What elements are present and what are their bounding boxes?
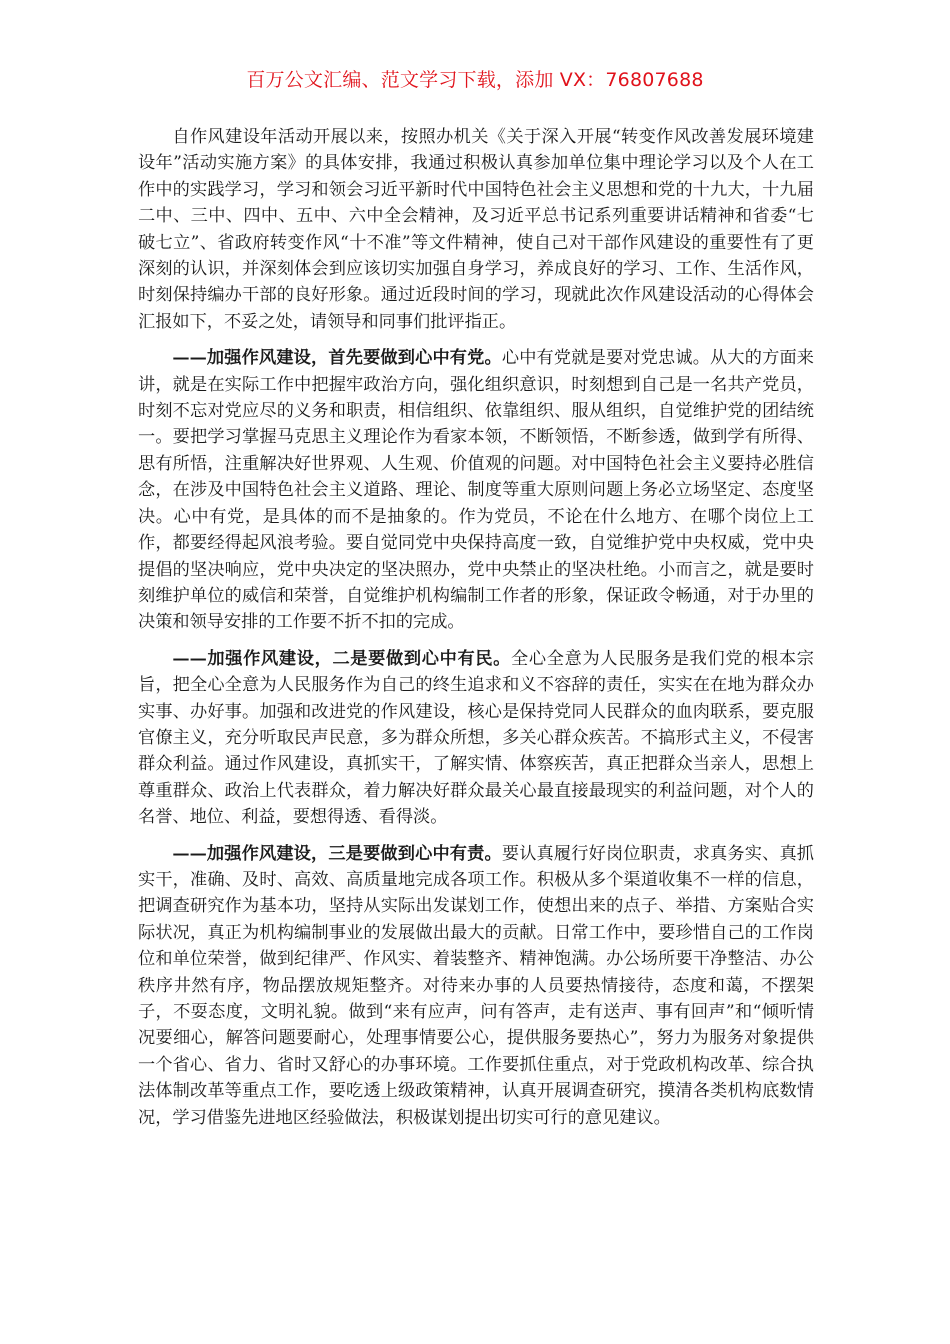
section-paragraph-2 — [138, 646, 814, 831]
section-text-2: 全心全意为人民服务是我们党的根本宗旨，把全心全意为人民服务作为自己的终生追求和义不容辞的责任，实实在在地为群众办实事、办好事。加强和改进党的作风建设，核心是保持党同人民群众的血肉联系，要克服官僚主义，充分听取民声民意，多为群众所想，多关心群众疾苦。不搞形式主义，不侵害群众利益。通过作风建设，真抓实干，了解实情、体察疾苦，真正把群众当亲人，思想上尊重群众、政治上代表群众，着力解决好群众最关心最直接最现实的利益问题，对个人的名誉、地位、利益，要想得透、看得淡。 — [138, 648, 814, 828]
section-heading-3: ——加强作风建设，三是要做到心中有责。 — [172, 843, 502, 864]
intro-paragraph: 自作风建设年活动开展以来，按照办机关《关于深入开展“转变作风改善发展环境建设年”活动实施方案》的具体安排，我通过积极认真参加单位集中理论学习以及个人在工作中的实践学习，学习和领会习近平新时代中国特色社会主义思想和党的十九大，十九届二中、三中、四中、五中、六中全会精神，及习近平总书记系列重要讲话精神和省委“七破七立”、省政府转变作风“十不准”等文件精神，使自己对干部作风建设的重要性有了更深刻的认识，并深刻体会到应该切实加强自身学习，养成良好的学习、工作、生活作风，时刻保持编办干部的良好形象。通过近段时间的学习，现就此次作风建设活动的心得体会汇报如下，不妥之处，请领导和同事们批评指正。 — [138, 127, 814, 332]
section-heading-2: ——加强作风建设，二是要做到心中有民。 — [172, 648, 512, 669]
document-body — [138, 124, 814, 1131]
section-heading-1: ——加强作风建设，首先要做到心中有党。 — [172, 348, 502, 369]
section-paragraph-3 — [138, 841, 814, 1131]
section-text-1: 心中有党就是要对党忠诚。从大的方面来讲，就是在实际工作中把握牢政治方向，强化组织意识，时刻想到自己是一名共产党员，时刻不忘对党应尽的义务和职责，相信组织、依靠组织、服从组织，自觉维护党的团结统一。要把学习掌握马克思主义理论作为看家本领，不断领悟，不断参透，做到学有所得、思有所悟，注重解决好世界观、人生观、价值观的问题。对中国特色社会主义要持必胜信念，在涉及中国特色社会主义道路、理论、制度等重大原则问题上务必立场坚定、态度坚决。心中有党，是具体的而不是抽象的。作为党员，不论在什么地方、在哪个岗位上工作，都要经得起风浪考验。要自觉同党中央保持高度一致，自觉维护党中央权威，党中央提倡的坚决响应，党中央决定的坚决照办，党中央禁止的坚决杜绝。小而言之，就是要时刻维护单位的威信和荣誉，自觉维护机构编制工作者的形象，保证政令畅通，对于办里的决策和领导安排的工作要不折不扣的完成。 — [138, 348, 814, 633]
section-paragraph-1 — [138, 345, 814, 635]
section-text-3: 要认真履行好岗位职责，求真务实、真抓实干，准确、及时、高效、高质量地完成各项工作。积极从多个渠道收集不一样的信息，把调查研究作为基本功，坚持从实际出发谋划工作，使想出来的点子、举措、方案贴合实际状况，真正为机构编制事业的发展做出最大的贡献。日常工作中，要珍惜自己的工作岗位和单位荣誉，做到纪律严、作风实、着装整齐、精神饱满。办公场所要干净整洁、办公秩序井然有序，物品摆放规矩整齐。对待来办事的人员要热情接待，态度和蔼，不摆架子，不耍态度，文明礼貌。做到“来有应声，问有答声，走有送声、事有回声”和“倾听情况要细心，解答问题要耐心，处理事情要公心，提供服务要热心”，努力为服务对象提供一个省心、省力、省时又舒心的办事环境。工作要抓住重点，对于党政机构改革、综合执法体制改革等重点工作，要吃透上级政策精神，认真开展调查研究，摸清各类机构底数情况，学习借鉴先进地区经验做法，积极谋划提出切实可行的意见建议。 — [138, 843, 814, 1128]
watermark-header: 百万公文汇编、范文学习下载，添加 VX：76807688 — [246, 69, 704, 91]
